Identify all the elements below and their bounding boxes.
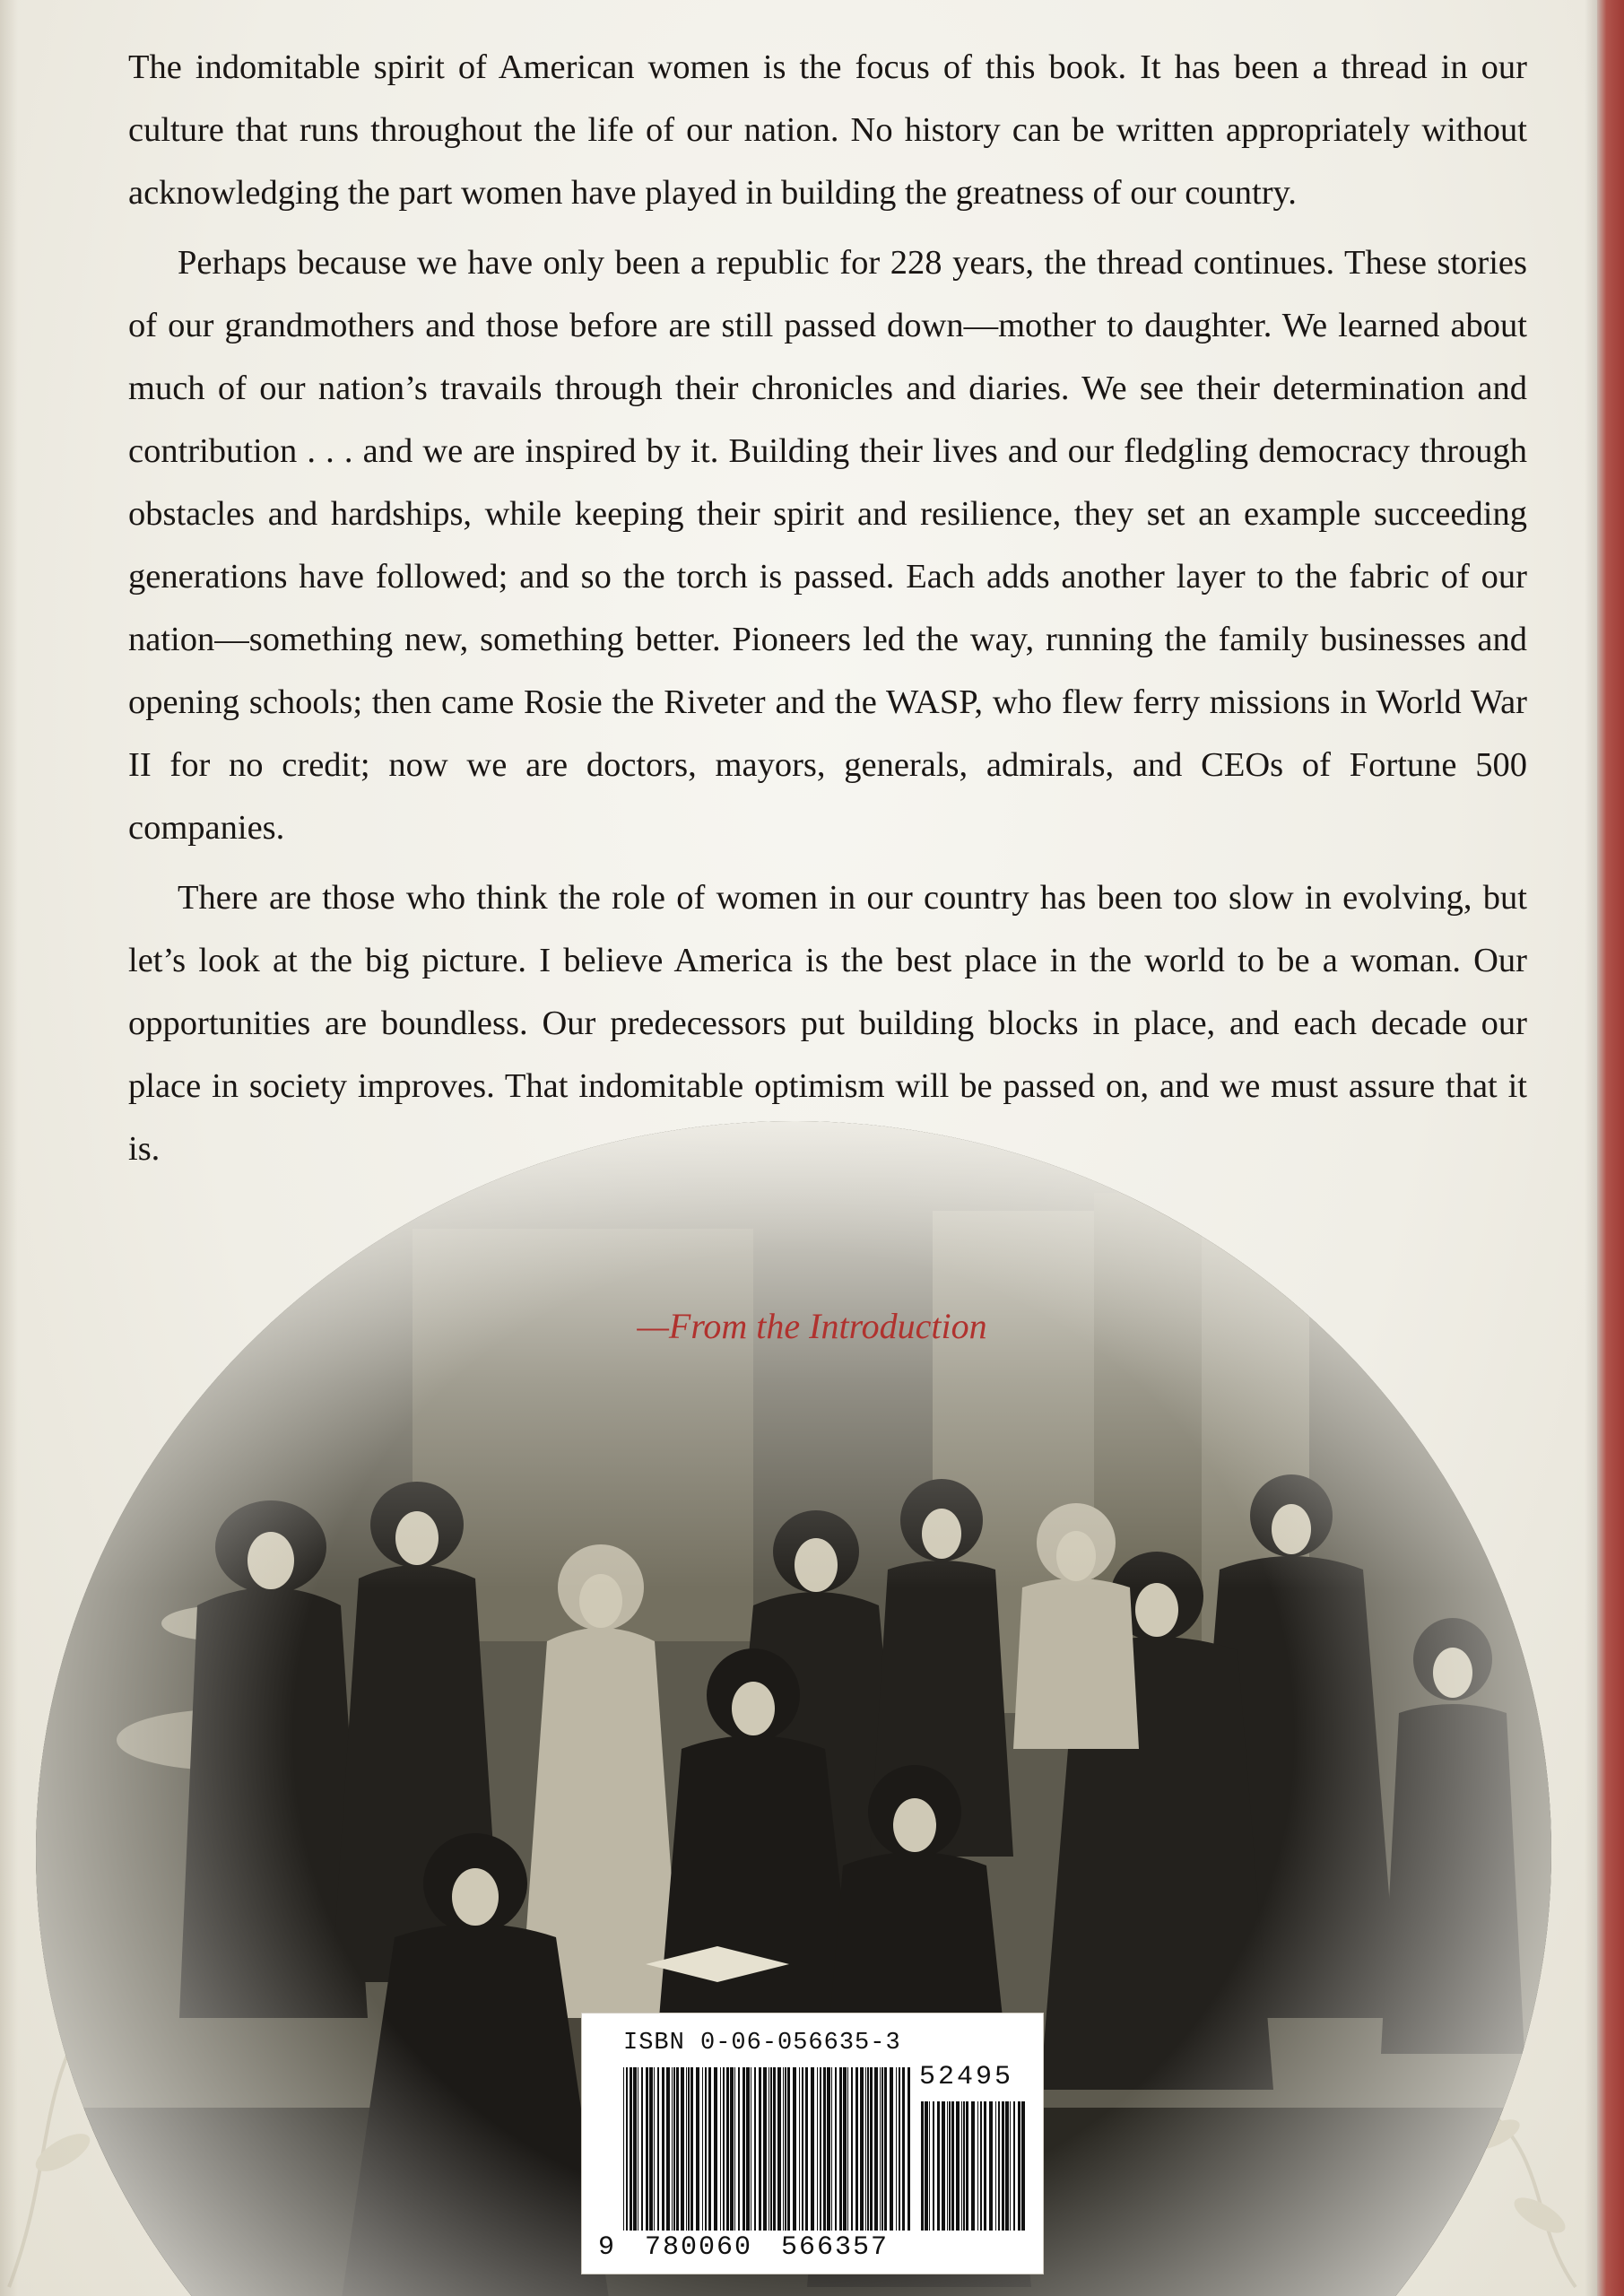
blurb-paragraph-3: There are those who think the role of women in our country has been too slow in evolving, but let’s look at the big picture. I believe America is the best place in the world to be a woman. Our opportunities are boundless. Our predecessors put building blocks in place, and each decade our place in society improves. That indomitable optimism will be passed on, and we must assure that it is. — [128, 879, 1527, 1168]
spine-edge — [1597, 0, 1624, 2296]
barcode-bar — [626, 2067, 628, 2231]
barcode-bar — [831, 2067, 832, 2231]
barcode-bar — [956, 2101, 960, 2231]
barcode-bar — [696, 2067, 699, 2231]
barcode-bar — [881, 2067, 883, 2231]
barcode-bar — [688, 2067, 690, 2231]
attribution: —From the Introduction — [637, 1306, 987, 1346]
barcode-bar — [666, 2067, 670, 2231]
barcode-bar — [890, 2067, 893, 2231]
barcode-bar — [690, 2067, 693, 2231]
barcode-bar — [1005, 2101, 1009, 2231]
barcode-bar — [921, 2101, 924, 2231]
barcode-bar — [963, 2101, 965, 2231]
barcode-bar — [759, 2067, 761, 2231]
barcode-bar — [966, 2101, 968, 2231]
barcode-bar — [949, 2101, 951, 2231]
barcode-bar — [870, 2067, 873, 2231]
barcode-bar — [773, 2067, 776, 2231]
barcode-bar — [730, 2067, 734, 2231]
barcode-bar — [702, 2067, 703, 2231]
barcode-bar — [980, 2101, 982, 2231]
barcode-bar — [1013, 2101, 1015, 2231]
barcode-bar — [633, 2067, 637, 2231]
barcode-bar — [1021, 2101, 1025, 2231]
barcode-bar — [723, 2067, 725, 2231]
barcode-bar — [793, 2067, 796, 2231]
barcode-bar — [835, 2067, 837, 2231]
barcode-bar — [937, 2101, 940, 2231]
barcode-bar — [971, 2101, 975, 2231]
barcode-bar — [929, 2101, 930, 2231]
ean-digit-group-1: 780060 — [645, 2232, 753, 2263]
barcode-bar — [783, 2067, 784, 2231]
barcode-bar — [860, 2067, 864, 2231]
barcode-bar — [908, 2067, 910, 2231]
barcode-bar — [998, 2101, 1000, 2231]
barcode-bar — [708, 2067, 711, 2231]
barcode-bar — [902, 2067, 905, 2231]
barcode-bar — [714, 2067, 717, 2231]
barcode-bar — [720, 2067, 721, 2231]
ean-barcode — [623, 2067, 910, 2231]
barcode-bar — [681, 2067, 684, 2231]
barcode-bar — [672, 2067, 673, 2231]
barcode-bar — [641, 2067, 643, 2231]
price-addon-barcode — [921, 2101, 1027, 2231]
price-code-digits: 52495 — [919, 2062, 1014, 2092]
barcode-bar — [799, 2067, 800, 2231]
barcode-bar — [899, 2067, 900, 2231]
barcode-bar — [984, 2101, 986, 2231]
barcode-bar — [884, 2067, 887, 2231]
barcode-bar — [802, 2067, 803, 2231]
barcode-bar — [961, 2101, 962, 2231]
barcode-bar — [673, 2067, 675, 2231]
barcode-bar — [763, 2067, 767, 2231]
barcode-bar — [743, 2067, 745, 2231]
ean-lead-digit: 9 — [598, 2232, 615, 2263]
barcode-bar — [1010, 2101, 1011, 2231]
barcode-bar — [770, 2067, 772, 2231]
barcode-bar — [874, 2067, 878, 2231]
barcode-bar — [817, 2067, 818, 2231]
blurb-text — [128, 36, 1527, 1187]
barcode-bar — [933, 2101, 934, 2231]
isbn-label: ISBN 0-06-056635-3 — [623, 2030, 901, 2057]
barcode-bar — [865, 2067, 866, 2231]
barcode-bar — [646, 2067, 648, 2231]
spine-shadow — [1585, 0, 1597, 2296]
barcode-bar — [847, 2067, 848, 2231]
blurb-paragraph-2: Perhaps because we have only been a republic for 228 years, the thread continues. These stories of our grandmothers and those before are still passed down—mother to daughter. We learned about much of our nation’s travails through their chronicles and diaries. We see their determination and contribution . . . and we are inspired by it. Building their lives and our fledgling democracy through obstacles and hardships, while keeping their spirit and resilience, they set an example succeeding generations have followed; and so the torch is passed. Each adds another layer to the fabric of our nation—something new, something better. Pioneers led the way, running the family businesses and opening schools; then came Rosie the Riveter and the WASP, who flew ferry missions in World War II for no credit; now we are doctors, mayors, generals, admirals, and CEOs of Fortune 500 companies. — [128, 244, 1527, 847]
barcode-bar — [951, 2101, 954, 2231]
barcode-bar — [995, 2101, 996, 2231]
barcode-bar — [942, 2101, 945, 2231]
barcode-bar — [734, 2067, 735, 2231]
barcode-bar — [851, 2067, 853, 2231]
barcode-bar — [880, 2067, 881, 2231]
barcode-bar — [839, 2067, 842, 2231]
barcode-bar — [686, 2067, 687, 2231]
barcode-bar — [630, 2067, 632, 2231]
barcode-bar — [925, 2101, 928, 2231]
barcode-bar — [777, 2067, 781, 2231]
barcode-bar — [843, 2067, 847, 2231]
barcode-bar — [896, 2067, 897, 2231]
barcode-bar — [657, 2067, 659, 2231]
barcode-bar — [726, 2067, 729, 2231]
barcode-bar — [662, 2067, 664, 2231]
blurb-paragraph-1: The indomitable spirit of American women is the focus of this book. It has been a thread in our culture that runs throughout the life of our nation. No history can be written appropriately without acknowledging the part women have played in building the greatness of our country. — [128, 48, 1527, 212]
barcode-bar — [820, 2067, 821, 2231]
isbn-barcode-box — [581, 2013, 1044, 2274]
barcode-bar — [827, 2067, 830, 2231]
barcode-bar — [977, 2101, 978, 2231]
barcode-bar — [811, 2067, 814, 2231]
ean-digit-group-2: 566357 — [781, 2232, 890, 2263]
barcode-bar — [738, 2067, 740, 2231]
barcode-bar — [754, 2067, 756, 2231]
barcode-bar — [947, 2101, 948, 2231]
barcode-bar — [855, 2067, 858, 2231]
barcode-bar — [649, 2067, 653, 2231]
barcode-bar — [623, 2067, 624, 2231]
barcode-bar — [785, 2067, 786, 2231]
barcode-bar — [676, 2067, 679, 2231]
barcode-bar — [746, 2067, 750, 2231]
barcode-bar — [823, 2067, 826, 2231]
barcode-bar — [654, 2067, 655, 2231]
barcode-bar — [787, 2067, 790, 2231]
barcode-bar — [1002, 2101, 1004, 2231]
barcode-bar — [805, 2067, 808, 2231]
barcode-bar — [1018, 2101, 1020, 2231]
barcode-bar — [989, 2101, 993, 2231]
barcode-bar — [705, 2067, 707, 2231]
barcode-bar — [867, 2067, 869, 2231]
